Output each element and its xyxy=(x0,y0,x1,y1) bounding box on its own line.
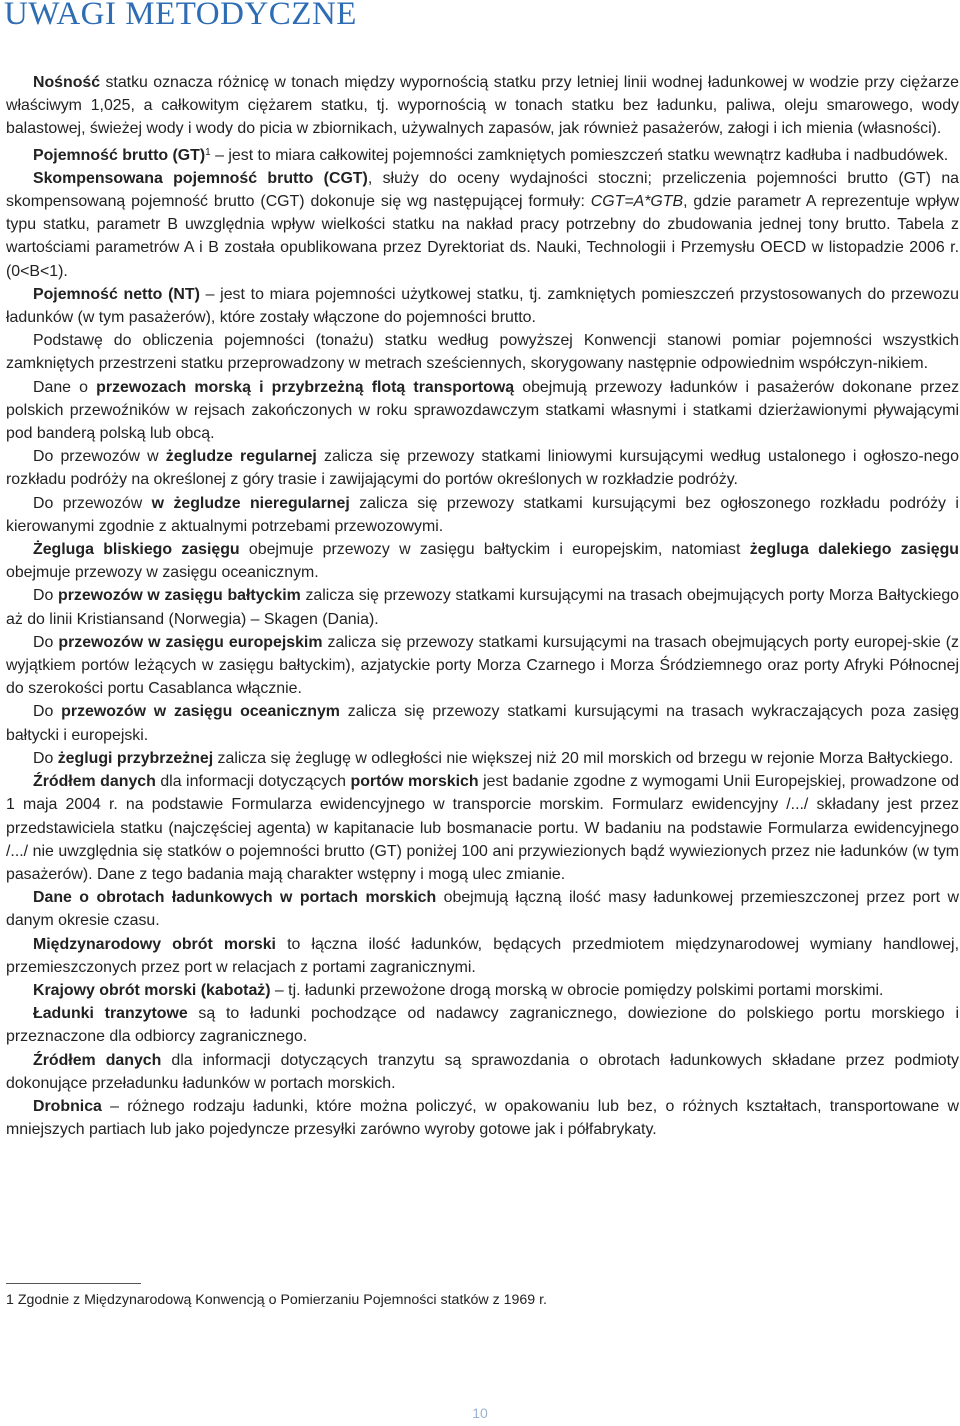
footnote-divider xyxy=(6,1283,141,1284)
text-run: zalicza się żeglugę w odległości nie większej niż 20 mil morskich od brzegu w rejonie Morza Bałtyckiego. xyxy=(213,749,954,767)
text-run: , gdzie parametr A reprezentuje wpływ typu statku, parametr B uwzględnia wpływ wielkości statku na nakład pracy potrzebny do zbudowania jednej tony brutto. Tabela z wartościami parametrów A i B została opublikowana przez Dyrektoriat ds. Nauki, Technologii i Przemysłu OECD w listopadzie 2006 r. (0<B<1). xyxy=(6,193,959,280)
paragraph xyxy=(6,71,959,141)
text-run: Do xyxy=(33,749,58,767)
bold-term: Pojemność brutto (GT) xyxy=(33,146,206,164)
paragraph xyxy=(6,538,959,584)
paragraph xyxy=(6,376,959,446)
text-run: obejmuje przewozy w zasięgu bałtyckim i europejskim, natomiast xyxy=(239,541,750,559)
text-run: Dane o xyxy=(33,378,97,396)
text-run: – tj. ładunki przewożone drogą morską w obrocie pomiędzy polskimi portami morskimi. xyxy=(270,981,884,999)
text-run: jest badanie zgodne z wymogami Unii Europejskiej, prowadzone od 1 maja 2004 r. na podstawie Formularza ewidencyjnego w transporcie morskim. Formularz ewidencyjny /.../ składany jest przez przedstawiciela statku (najczęściej agenta) w kapitanacie lub bosmanacie portu. W badaniu na podstawie Formularza ewidencyjnego /.../ nie uwzględnia się statków o pojemności brutto (GT) poniżej 100 ani przywiezionych bądź wywiezionych przez nie ładunków (w tym pasażerów). Dane z tego badania mają charakter wstępny i mogą ulec zmianie. xyxy=(6,773,960,883)
bold-term: Nośność xyxy=(33,74,101,91)
text-run: Do xyxy=(33,703,62,721)
text-run: zalicza się przewozy statkami kursującymi na trasach obejmujących porty europej-skie (z wyjątkiem portów leżących w zasięgu bałtyckim), azjatyckie porty Morza Czarnego i Morza Śródziemnego oraz porty Afryki Północnej do szerokości portu Casablanca włącznie. xyxy=(6,633,959,698)
text-run: obejmują łączną ilość masy ładunkowej przemieszczonej przez port w danym okresie czasu. xyxy=(6,889,959,930)
text-run: Podstawę do obliczenia pojemności (tonażu) statku według powyższej Konwencji stanowi pomiar pojemności wszystkich zamkniętych przestrzeni statku przeprowadzony w metrach sześciennych, skorygowany następnie odpowiednim współczyn-nikiem. xyxy=(6,332,959,373)
bold-term: przewozach morską i przybrzeżną flotą transportową xyxy=(96,378,515,396)
paragraph xyxy=(6,1049,959,1095)
text-run: – różnego rodzaju ładunki, które można policzyć, w opakowaniu lub bez, o różnych kształtach, transportowane w mniejszych partiach lub jako pojedyncze przesyłki zarówno wyroby gotowe jak i półfabrykaty. xyxy=(6,1097,959,1139)
paragraph xyxy=(6,492,959,538)
page-title: UWAGI METODYCZNE xyxy=(4,0,357,32)
footnote-ref: 1 xyxy=(205,146,211,158)
paragraph xyxy=(6,283,959,329)
document-body xyxy=(6,71,959,1141)
text-run: zalicza się przewozy statkami kursującymi na trasach wykraczających poza zasięg bałtycki i europejski. xyxy=(6,703,959,744)
page-number: 10 xyxy=(472,1405,488,1421)
text-run: , służy do oceny wydajności stoczni; przeliczenia pojemności brutto (GT) na skompensowaną pojemność brutto (CGT) dokonuje się wg następującej formuły: xyxy=(6,169,960,211)
paragraph xyxy=(6,747,959,770)
bold-term: Drobnica xyxy=(33,1097,102,1115)
bold-term: Międzynarodowy obrót morski xyxy=(33,935,276,953)
text-run: – jest to miara całkowitej pojemności zamkniętych pomieszczeń statku wewnątrz kadłuba i nadbudówek. xyxy=(210,146,949,164)
paragraph xyxy=(6,979,959,1002)
bold-term: przewozów w zasięgu oceanicznym xyxy=(61,703,340,721)
text-run: dla informacji dotyczących xyxy=(155,773,351,791)
paragraph xyxy=(6,141,959,167)
text-run: to łączna ilość ładunków, będących przedmiotem międzynarodowej wymiany handlowej, przemieszczonych przez port w relacjach z portami zagranicznymi. xyxy=(6,935,959,976)
bold-term: przewozów w zasięgu europejskim xyxy=(58,633,323,651)
paragraph xyxy=(6,770,959,886)
bold-term: Żegluga bliskiego zasięgu xyxy=(33,541,240,559)
text-run: zalicza się przewozy statkami liniowymi kursującymi według ustalonego i ogłoszo-nego rozkładu podróży na określonej z góry trasie i zawijającymi do portów określonych w rozkładzie podróży. xyxy=(6,448,959,489)
text-run: dla informacji dotyczących tranzytu są sprawozdania o obrotach ładunkowych składane przez podmioty dokonujące przeładunku ładunków w portach morskich. xyxy=(6,1051,960,1092)
paragraph xyxy=(6,167,959,283)
paragraph xyxy=(6,1002,959,1048)
text-run: Do xyxy=(33,633,59,651)
text-run: obejmuje przewozy w zasięgu oceanicznym. xyxy=(6,564,319,582)
bold-term: Ładunki tranzytowe xyxy=(33,1005,188,1023)
paragraph xyxy=(6,445,959,491)
bold-term: Źródłem danych xyxy=(33,773,156,791)
bold-term: w żegludze nieregularnej xyxy=(151,494,350,512)
text-run: – jest to miara pojemności użytkowej statku, tj. zamkniętych pomieszczeń przystosowanych do przewozu ładunków (w tym pasażerów), które zostały włączone do pojemności brutto. xyxy=(6,285,959,327)
bold-term: Pojemność netto (NT) xyxy=(33,285,200,303)
text-run: są to ładunki pochodzące od nadawcy zagranicznego, dowiezione do polskiego portu morskiego i przeznaczone dla odbiorcy zagranicznego. xyxy=(6,1005,959,1046)
text-run: statku oznacza różnicę w tonach między wypornością statku przy letniej linii wodnej ładunkowej w wodzie przy ciężarze właściwym 1,025, a całkowitym ciężarem statku, tj. wypornością w tonach statku bez ładunku, paliwa, oleju smarowego, wody balastowej, świeżej wody i wody do picia w zbiornikach, używalnych zapasów, jak również pasażerów, załogi i ich mienia (własności). xyxy=(6,74,959,138)
bold-term: Skompensowana pojemność brutto (CGT) xyxy=(33,169,368,187)
bold-term: portów morskich xyxy=(350,773,479,791)
paragraph xyxy=(6,1095,959,1141)
formula: CGT=A*GTB xyxy=(590,193,684,211)
bold-term: żegluga dalekiego zasięgu xyxy=(749,541,959,559)
paragraph xyxy=(6,329,959,375)
text-run: Do przewozów w xyxy=(33,448,166,466)
paragraph xyxy=(6,584,959,630)
text-run: zalicza się przewozy statkami kursującymi bez ogłoszonego rozkładu podróży i kierowanymi zgodnie z aktualnymi potrzebami przewozowymi. xyxy=(6,494,959,535)
bold-term: przewozów w zasięgu bałtyckim xyxy=(58,587,301,605)
bold-term: żegludze regularnej xyxy=(165,448,317,466)
paragraph xyxy=(6,631,959,701)
paragraph xyxy=(6,933,959,979)
bold-term: Źródłem danych xyxy=(33,1051,162,1069)
text-run: Do xyxy=(33,587,58,605)
bold-term: Krajowy obrót morski (kabotaż) xyxy=(33,981,271,999)
text-run: obejmują przewozy ładunków i pasażerów dokonane przez polskich przewoźników w rejsach zakończonych w roku sprawozdawczym statkami własnymi i statkami dzierżawionymi pływającymi pod banderą polską lub obcą. xyxy=(6,378,960,443)
footnote: 1 Zgodnie z Międzynarodową Konwencją o Pomierzaniu Pojemności statków z 1969 r. xyxy=(6,1292,547,1308)
text-run: Do przewozów xyxy=(33,494,152,512)
paragraph xyxy=(6,700,959,746)
paragraph xyxy=(6,886,959,932)
bold-term: żeglugi przybrzeżnej xyxy=(57,749,214,767)
text-run: zalicza się przewozy statkami kursującymi na trasach obejmujących porty Morza Bałtyckiego aż do linii Kristiansand (Norwegia) – Skagen (Dania). xyxy=(6,587,960,628)
bold-term: Dane o obrotach ładunkowych w portach morskich xyxy=(33,889,437,907)
